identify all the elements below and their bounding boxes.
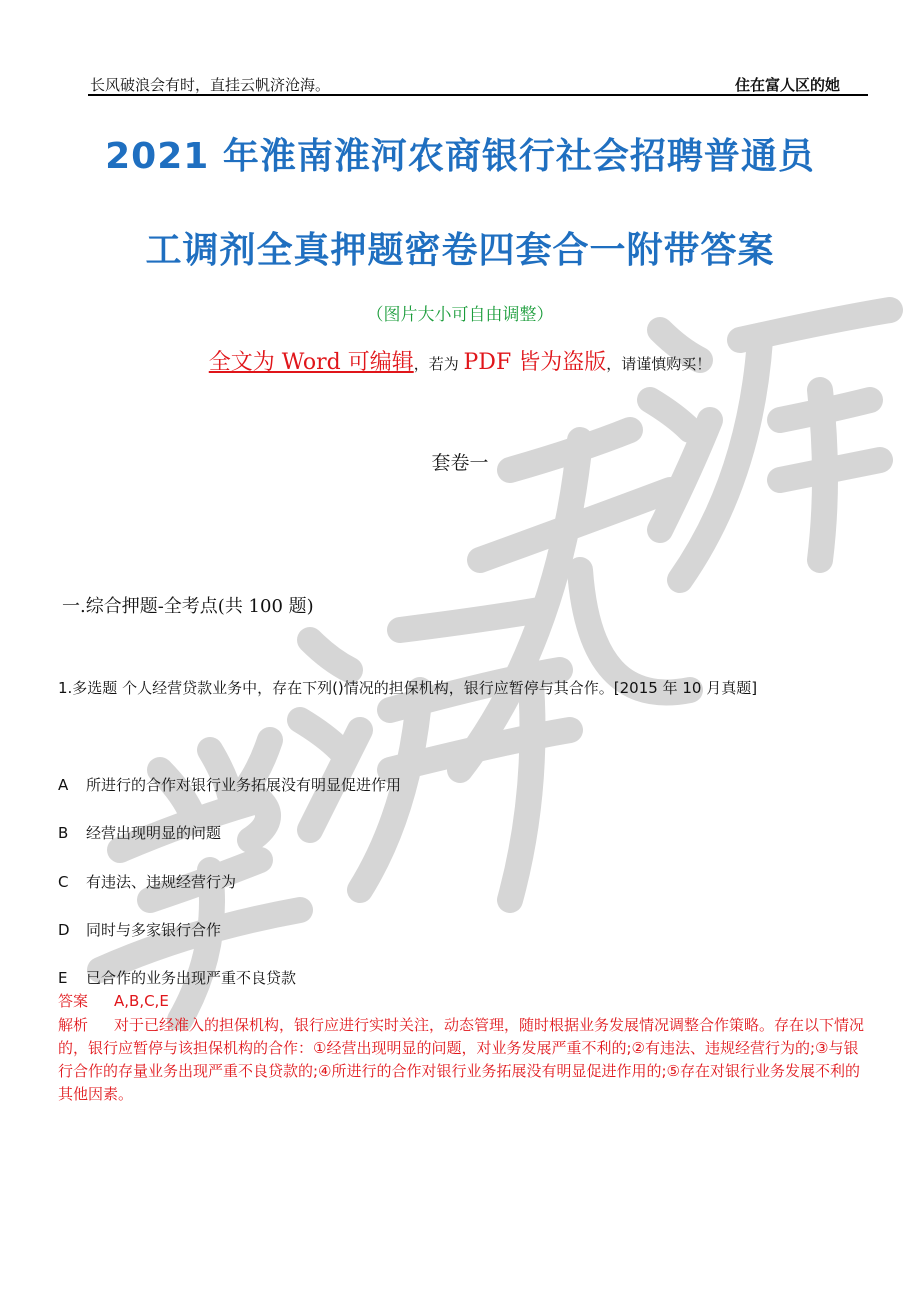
header-divider — [88, 94, 868, 96]
option-text: 经营出现明显的问题 — [86, 824, 222, 842]
option-c — [58, 871, 236, 892]
copyright-notice — [0, 345, 920, 376]
option-text: 已合作的业务出现严重不良贷款 — [86, 969, 297, 987]
option-key: B — [58, 824, 69, 842]
option-text: 同时与多家银行合作 — [86, 921, 222, 939]
analysis-label: 解析 — [58, 1016, 89, 1034]
notice-word-editable: 全文为 Word 可编辑 — [208, 350, 414, 375]
option-key: D — [58, 921, 70, 939]
answer-line — [58, 990, 169, 1011]
option-key: E — [58, 969, 68, 987]
watermark-image — [60, 270, 920, 1030]
option-key: C — [58, 873, 69, 891]
option-b — [58, 822, 221, 843]
answer-value: A,B,C,E — [114, 992, 169, 1010]
analysis-text: 对于已经准入的担保机构，银行应进行实时关注，动态管理，随时根据业务发展情况调整合作策略。存在以下情况的，银行应暂停与该担保机构的合作：①经营出现明显的问题，对业务发展严重不利的;②有违法、违规经营行为的;③与银行合作的存量业务出现严重不良贷款的;④所进行的合作对银行业务拓展没有明显促进作用的;⑤存在对银行业务发展不利的其他因素。 — [58, 1016, 865, 1103]
header-motto: 长风破浪会有时，直挂云帆济沧海。 — [90, 76, 331, 94]
option-text: 所进行的合作对银行业务拓展没有明显促进作用 — [86, 776, 402, 794]
document-title-line2: 工调剂全真押题密卷四套合一附带答案 — [145, 230, 775, 271]
option-text: 有违法、违规经营行为 — [86, 873, 237, 891]
page-header — [88, 72, 868, 94]
header-author: 住在富人区的她 — [734, 76, 840, 94]
answer-label: 答案 — [58, 992, 89, 1010]
document-title-line1: 2021 年淮南淮河农商银行社会招聘普通员 — [105, 136, 815, 177]
section-heading: 一.综合押题-全考点(共 100 题) — [62, 596, 314, 617]
analysis-block — [58, 1014, 870, 1106]
notice-caution: ，请谨慎购买！ — [606, 355, 712, 373]
notice-connector: ，若为 — [413, 355, 464, 373]
set-title: 套卷一 — [431, 452, 489, 474]
option-d — [58, 919, 221, 940]
option-a — [58, 774, 401, 795]
image-resize-note: （图片大小可自由调整） — [366, 305, 554, 325]
option-e — [58, 967, 296, 988]
question-text: 1.多选题 个人经营贷款业务中，存在下列()情况的担保机构，银行应暂停与其合作。[2015 年 10 月真题] — [58, 679, 758, 697]
option-key: A — [58, 776, 69, 794]
notice-pdf-pirated: PDF 皆为盗版 — [463, 350, 607, 375]
